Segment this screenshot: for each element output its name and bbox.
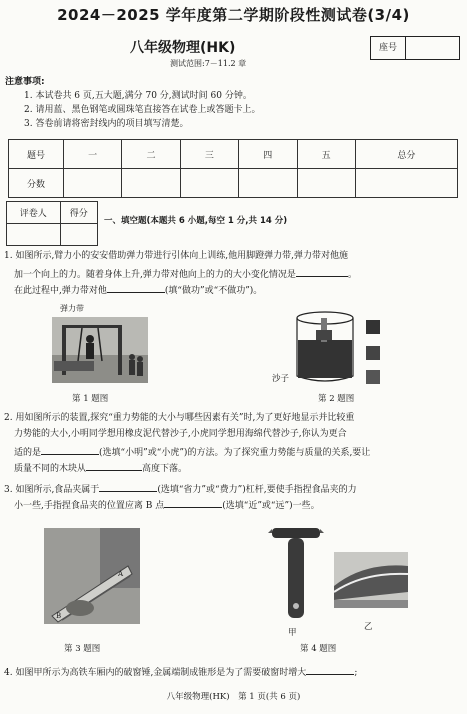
q3-text: 小一些,手指捏食品夹的位置应离 B 点 xyxy=(14,501,165,511)
figure-3-photo xyxy=(44,528,140,624)
figure-3-point-b: B xyxy=(56,612,62,620)
score-header-cell: 四 xyxy=(239,140,297,169)
q3-blank-2[interactable] xyxy=(164,497,222,508)
q1-text: (填“做功”或“不做功”)。 xyxy=(164,286,263,296)
figure-4-label-b: 乙 xyxy=(364,622,373,632)
score-cell[interactable] xyxy=(355,169,457,198)
exam-title: 2024－2025 学年度第二学期阶段性测试卷(3/4) xyxy=(57,6,410,24)
figure-3-caption: 第 3 题图 xyxy=(64,644,101,654)
score-cell[interactable] xyxy=(64,169,122,198)
q1-line xyxy=(14,282,262,298)
grader-table xyxy=(6,201,98,246)
q2-line: 2. 用如图所示的装置,探究“重力势能的大小与哪些因素有关”时,为了更好地显示并比较重 xyxy=(4,413,355,423)
q3-blank-1[interactable] xyxy=(99,481,157,492)
page-footer: 八年级物理(HK) 第 1 页(共 6 页) xyxy=(166,692,301,702)
score-row-label: 分数 xyxy=(9,169,64,198)
score-table-header-row xyxy=(9,140,458,169)
q2-line xyxy=(14,444,370,460)
score-field[interactable] xyxy=(60,224,97,246)
note-item: 2. 请用蓝、黑色钢笔或圆珠笔直接答在试卷上或答题卡上。 xyxy=(24,105,261,115)
score-cell[interactable] xyxy=(297,169,355,198)
q4-blank-1[interactable] xyxy=(306,664,354,675)
q2-line: 力势能的大小,小明同学想用橡皮泥代替沙子,小虎同学想用海绵代替沙子,你认为更合 xyxy=(14,429,347,439)
test-scope: 测试范围:7－11.2 章 xyxy=(170,59,247,68)
score-table xyxy=(8,139,458,198)
q4-text: 4. 如图甲所示为高铁车厢内的破窗锤,金属端制成锥形是为了需要破窗时增大 xyxy=(4,668,307,678)
q4-line xyxy=(4,664,357,680)
score-header-cell: 二 xyxy=(122,140,180,169)
figure-4-hammer xyxy=(268,524,324,624)
score-label: 得分 xyxy=(60,202,97,224)
figure-3-point-a: A xyxy=(118,570,124,578)
figure-4-label-a: 甲 xyxy=(288,628,297,638)
q3-text: (选填“省力”或“费力”)杠杆,要使手指捏食品夹的力 xyxy=(157,485,357,495)
figure-1-label: 弹力带 xyxy=(60,304,84,313)
figure-2-caption: 第 2 题图 xyxy=(318,394,355,404)
q1-blank-1[interactable] xyxy=(296,266,348,277)
q2-text: 质量不同的木块从 xyxy=(14,464,87,474)
seat-number-box xyxy=(370,36,460,60)
score-table-row xyxy=(9,169,458,198)
figure-4-train-photo xyxy=(334,552,408,608)
q2-line xyxy=(14,460,187,476)
q1-text: 在此过程中,弹力带对他 xyxy=(14,286,107,296)
q2-text: 适的是 xyxy=(14,448,42,458)
score-header-cell: 总分 xyxy=(355,140,457,169)
q1-blank-2[interactable] xyxy=(107,282,165,293)
q2-text: (选填“小明”或“小虎”)的方法。为了探究重力势能与质量的关系,要让 xyxy=(99,448,371,458)
q2-blank-1[interactable] xyxy=(41,444,99,455)
q3-line xyxy=(4,481,357,497)
figure-1-photo xyxy=(52,317,148,383)
q4-text: ; xyxy=(354,668,358,678)
q3-line xyxy=(14,497,320,513)
q2-text: 高度下落。 xyxy=(142,464,188,474)
q1-text: 。 xyxy=(347,270,357,280)
q3-text: (选填“近”或“远”)一些。 xyxy=(222,501,320,511)
score-header-cell: 题号 xyxy=(9,140,64,169)
note-item: 1. 本试卷共 6 页,五大题,满分 70 分,测试时间 60 分钟。 xyxy=(24,91,252,101)
score-header-cell: 三 xyxy=(180,140,238,169)
grader-field[interactable] xyxy=(7,224,61,246)
q1-text: 加一个向上的力。随着身体上升,弹力带对他向上的力的大小变化情况是 xyxy=(14,270,296,280)
seat-label: 座号 xyxy=(371,37,406,59)
score-header-cell: 一 xyxy=(64,140,122,169)
q1-line: 1. 如图所示,臂力小的安安借助弹力带进行引体向上训练,他用脚蹬弹力带,弹力带对他施 xyxy=(4,251,349,261)
figure-2-label: 沙子 xyxy=(272,374,290,384)
q3-text: 3. 如图所示,食品夹属于 xyxy=(4,485,100,495)
score-cell[interactable] xyxy=(239,169,297,198)
figure-4-caption: 第 4 题图 xyxy=(300,644,337,654)
section-heading: 一、填空题(本题共 6 小题,每空 1 分,共 14 分) xyxy=(104,216,288,226)
score-cell[interactable] xyxy=(180,169,238,198)
figure-1-caption: 第 1 题图 xyxy=(72,394,109,404)
seat-number-field[interactable] xyxy=(406,37,459,59)
subject-title: 八年级物理(HK) xyxy=(130,40,236,56)
q2-blank-2[interactable] xyxy=(86,460,142,471)
figure-2-blocks xyxy=(362,318,386,388)
score-cell[interactable] xyxy=(122,169,180,198)
q1-line xyxy=(14,266,357,282)
score-header-cell: 五 xyxy=(297,140,355,169)
notes-heading: 注意事项: xyxy=(5,77,45,87)
note-item: 3. 答卷前请将密封线内的项目填写清楚。 xyxy=(24,119,189,129)
grader-label: 评卷人 xyxy=(7,202,61,224)
